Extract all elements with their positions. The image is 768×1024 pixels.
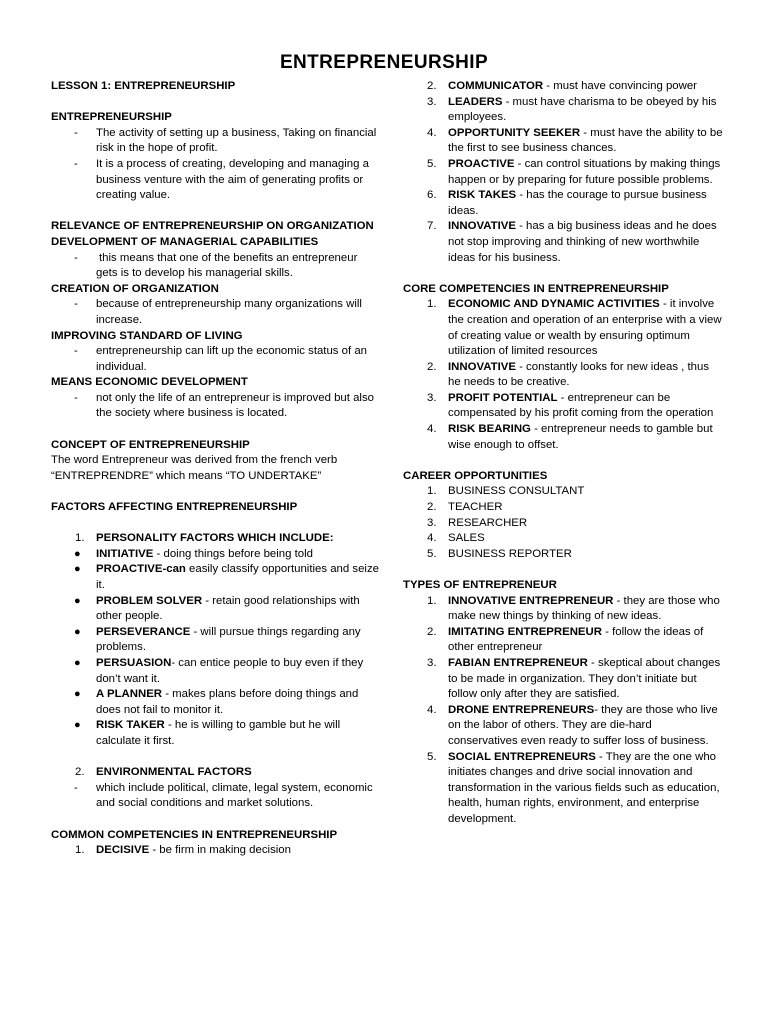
relevance-item: - because of entrepreneurship many organizations will increase. [74,298,362,326]
type-term: DRONE ENTREPRENEURS [448,703,595,716]
competency-item: 3. LEADERS - must have charisma to be obeyed by his employees. [427,95,717,124]
competency-item: 1. DECISIVE - be firm in making decision [75,844,291,857]
type-item: 3. FABIAN ENTREPRENEUR - skeptical about changes to be made in organization. They don’t initiate but follow only after they are satisfied. [427,656,721,701]
bullet-term: PROACTIVE-can [96,563,186,576]
bullet-item: ● PROBLEM SOLVER - retain good relationships with other people. [74,594,360,623]
bullet-desc: - will pursue things regarding any problems. [96,625,361,654]
type-term: SOCIAL ENTREPRENEURS [448,750,596,763]
relevance-item: - entrepreneurship can lift up the economic status of an individual. [74,345,368,373]
section-heading-entrepreneurship: ENTREPRENEURSHIP [51,111,172,124]
competency-term: RISK TAKES [448,189,517,202]
type-desc: - skeptical about changes to be made in organization. They don’t initiate but follow only after they are satisfied. [448,656,721,701]
core-desc: - it involve the creation and operation of an enterprise with a view of creating value or wealth by ensuring optimum utilization of limited resources [448,298,722,358]
career-item: 4. SALES [427,532,485,545]
definition-item: - The activity of setting up a business, Taking on financial risk in the hope of profit. [74,126,377,155]
right-column [403,79,723,828]
career-text: RESEARCHER [448,516,528,529]
type-desc: - They are the one who initiates changes and drive social innovation and transformation in the various fields such as education, health, human rights, environment, and enterprise development. [448,750,720,825]
bullet-term: PERSEVERANCE [96,625,191,638]
bullet-desc: - makes plans before doing things and does not fail to monitor it. [96,688,359,716]
relevance-text: this means that one of the benefits an entrepreneur gets is to develop his managerial skills. [96,251,358,280]
bullet-item: ● INITIATIVE - doing things before being told [74,547,313,560]
bullet-item: ● RISK TAKER - he is willing to gamble but he will calculate it first. [74,719,341,747]
competency-item: 6. RISK TAKES - has the courage to pursue business ideas. [427,189,707,217]
competency-desc: - has the courage to pursue business ideas. [448,189,707,217]
factor-detail-text: which include political, climate, legal system, economic and social conditions and market solutions. [96,781,373,810]
bullet-term: INITIATIVE [96,547,154,560]
career-text: SALES [448,532,485,545]
type-item: 1. INNOVATIVE ENTREPRENEUR - they are those who make new things by thinking of new ideas. [427,594,720,623]
section-heading-core: CORE COMPETENCIES IN ENTREPRENEURSHIP [403,282,669,295]
core-item: 3. PROFIT POTENTIAL - entrepreneur can be compensated by his profit coming from the operation [427,391,714,420]
bullet-desc: easily classify opportunities and seize it. [96,563,379,591]
bullet-desc: - retain good relationships with other people. [96,594,360,623]
relevance-text: not only the life of an entrepreneur is improved but also the society where business is located. [96,391,374,420]
section-heading-career: CAREER OPPORTUNITIES [403,469,548,482]
competency-term: PROACTIVE [448,157,515,170]
competency-desc: - must have the ability to be the first to see business chances. [448,126,723,155]
competency-term: COMMUNICATOR [448,80,544,92]
definition-text: The activity of setting up a business, Taking on financial risk in the hope of profit. [96,126,377,155]
core-term: PROFIT POTENTIAL [448,391,558,404]
bullet-item: ● PERSEVERANCE - will pursue things regarding any problems. [74,625,361,654]
type-desc: - follow the ideas of other entrepreneur [448,625,704,654]
core-item: 1. ECONOMIC AND DYNAMIC ACTIVITIES - it involve the creation and operation of an enterprise with a view of creating value or wealth by ensuring optimum utilization of limited resources [427,298,722,358]
competency-desc: - must have convincing power [543,80,697,92]
bullet-term: A PLANNER [96,688,163,701]
career-text: BUSINESS CONSULTANT [448,485,585,498]
competency-desc: - has a big business ideas and he does not stop improving and thinking of new worthwhile ideas for his business. [448,220,717,264]
bullet-term: PERSUASION [96,656,172,669]
type-term: IMITATING ENTREPRENEUR [448,625,602,638]
relevance-item: - this means that one of the benefits an entrepreneur gets is to develop his managerial skills. [74,251,358,280]
competency-desc: - must have charisma to be obeyed by his employees. [448,95,717,124]
career-text: TEACHER [448,501,503,514]
core-term: ECONOMIC AND DYNAMIC ACTIVITIES [448,298,660,311]
competency-desc: - can control situations by making things happen or by preparing for future possible problems. [448,157,721,186]
competency-term: LEADERS [448,95,503,108]
career-item: 2. TEACHER [427,501,503,514]
core-desc: - constantly looks for new ideas , thus he needs to be creative. [448,360,710,389]
lesson-heading: LESSON 1: ENTREPRENEURSHIP [51,80,236,92]
career-item: 3. RESEARCHER [427,516,528,529]
type-item: 5. SOCIAL ENTREPRENEURS - They are the one who initiates changes and drive social innovation and transformation in the various fields such as education, health, human rights, environment, and enterprise development. [427,750,720,825]
relevance-item: - not only the life of an entrepreneur is improved but also the society where business is located. [74,391,374,420]
concept-text: The word Entrepreneur was derived from the french verb “ENTREPRENDRE” which means “TO UNDERTAKE” [51,454,338,482]
core-desc: - entrepreneur can be compensated by his profit coming from the operation [448,391,714,420]
type-desc: - they are those who live on the labor of others. They are die-hard conservatives even ready to suffer loss of business. [448,703,718,747]
competency-term: OPPORTUNITY SEEKER [448,126,581,139]
subheading-improving: IMPROVING STANDARD OF LIVING [51,329,243,342]
career-item: 5. BUSINESS REPORTER [427,547,572,560]
core-term: INNOVATIVE [448,360,516,373]
bullet-item: ● A PLANNER - makes plans before doing things and does not fail to monitor it. [74,688,359,716]
factor-label: ENVIRONMENTAL FACTORS [96,766,252,779]
bullet-term: PROBLEM SOLVER [96,594,203,607]
competency-term: DECISIVE [96,844,150,857]
factor-item: 1. PERSONALITY FACTORS WHICH INCLUDE: [75,532,334,545]
type-term: INNOVATIVE ENTREPRENEUR [448,594,614,607]
section-heading-relevance: RELEVANCE OF ENTREPRENEURSHIP ON ORGANIZATION [51,220,374,233]
bullet-desc: - doing things before being told [153,547,313,560]
competency-term: INNOVATIVE [448,220,516,233]
definition-text: It is a process of creating, developing and managing a business venture with the aim of generating profits or creating value. [96,157,369,202]
core-item: 4. RISK BEARING - entrepreneur needs to gamble but wise enough to offset. [427,423,713,451]
type-item: 2. IMITATING ENTREPRENEUR - follow the ideas of other entrepreneur [427,625,704,654]
type-term: FABIAN ENTREPRENEUR [448,656,588,669]
section-heading-common: COMMON COMPETENCIES IN ENTREPRENEURSHIP [51,828,338,841]
type-desc: - they are those who make new things by thinking of new ideas. [448,594,720,623]
factor-detail: - which include political, climate, legal system, economic and social conditions and market solutions. [74,781,373,810]
section-heading-concept: CONCEPT OF ENTREPRENEURSHIP [51,438,250,451]
type-item: 4. DRONE ENTREPRENEURS- they are those who live on the labor of others. They are die-hard conservatives even ready to suffer loss of business. [427,703,718,747]
factor-label: PERSONALITY FACTORS WHICH INCLUDE: [96,532,334,545]
bullet-desc: - he is willing to gamble but he will calculate it first. [96,719,341,747]
core-desc: - entrepreneur needs to gamble but wise enough to offset. [448,423,713,451]
competency-item: 4. OPPORTUNITY SEEKER - must have the ability to be the first to see business chances. [427,126,723,155]
subheading-means: MEANS ECONOMIC DEVELOPMENT [51,376,248,389]
left-column [51,79,381,859]
core-item: 2. INNOVATIVE - constantly looks for new ideas , thus he needs to be creative. [427,360,710,389]
competency-desc: - be firm in making decision [149,844,291,857]
competency-item: 5. PROACTIVE - can control situations by making things happen or by preparing for future possible problems. [427,157,721,186]
bullet-desc: - can entice people to buy even if they don’t want it. [96,656,364,685]
subheading-creation: CREATION OF ORGANIZATION [51,282,219,295]
career-text: BUSINESS REPORTER [448,547,572,560]
section-heading-types: TYPES OF ENTREPRENEUR [403,579,557,591]
career-item: 1. BUSINESS CONSULTANT [427,485,585,498]
bullet-item: ● PERSUASION- can entice people to buy even if they don’t want it. [74,656,364,685]
relevance-text: entrepreneurship can lift up the economic status of an individual. [96,345,368,373]
definition-item: - It is a process of creating, developing and managing a business venture with the aim of generating profits or creating value. [74,157,369,202]
subheading-development: DEVELOPMENT OF MANAGERIAL CAPABILITIES [51,235,319,248]
bullet-term: RISK TAKER [96,719,165,732]
core-term: RISK BEARING [448,423,531,436]
page-title: ENTREPRENEURSHIP [279,52,489,73]
relevance-text: because of entrepreneurship many organizations will increase. [96,298,362,326]
factor-item: 2. ENVIRONMENTAL FACTORS [75,766,252,779]
section-heading-factors: FACTORS AFFECTING ENTREPRENEURSHIP [51,501,298,514]
competency-item: 2. COMMUNICATOR - must have convincing power [427,80,697,92]
competency-item: 7. INNOVATIVE - has a big business ideas and he does not stop improving and thinking of new worthwhile ideas for his business. [427,220,717,264]
bullet-item: ● PROACTIVE-can easily classify opportunities and seize it. [74,563,379,591]
